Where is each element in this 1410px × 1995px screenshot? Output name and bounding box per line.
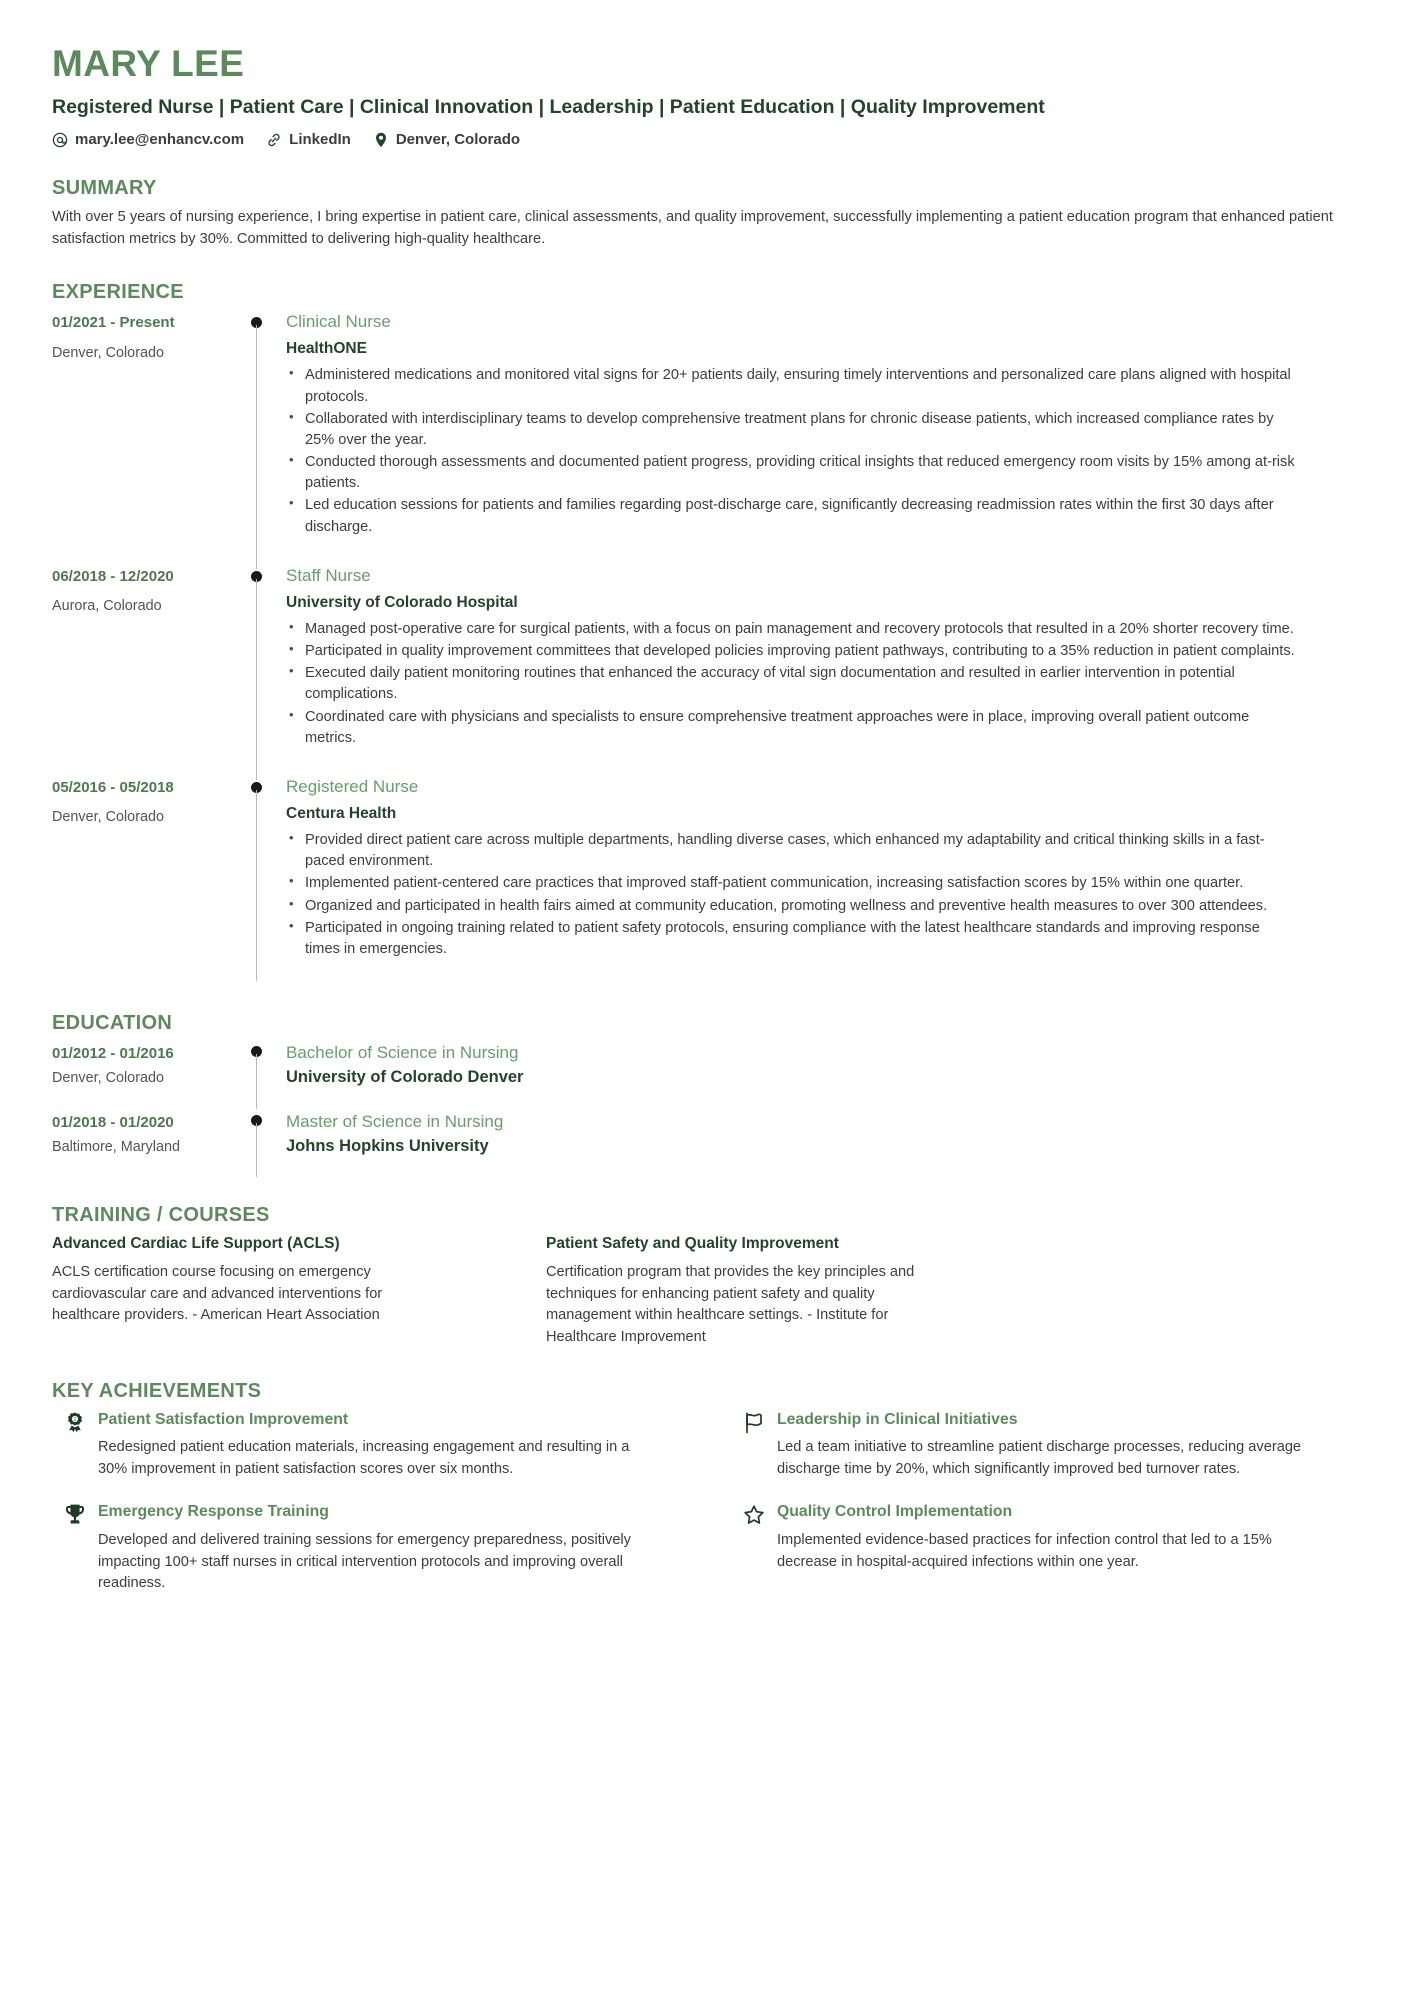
experience-entry-organization: Centura Health <box>286 805 397 822</box>
training-item-name: Advanced Cardiac Life Support (ACLS) <box>52 1235 340 1253</box>
experience-entry-location: Denver, Colorado <box>52 344 164 361</box>
training-item <box>52 1234 492 1349</box>
education-entry-body <box>286 1042 1358 1111</box>
education-section-title: EDUCATION <box>52 1012 173 1035</box>
achievement-body <box>98 1410 679 1481</box>
svg-text:1: 1 <box>73 1416 77 1423</box>
contact-row <box>52 131 1358 148</box>
achievement-body <box>777 1502 1358 1594</box>
list-item: • Executed daily patient monitoring routines that enhanced the accuracy of vital sign documentation and resulted in earlier intervention in potential complications. <box>286 663 1296 705</box>
training-section-title: TRAINING / COURSES <box>52 1204 270 1227</box>
achievement-item <box>52 1410 679 1481</box>
timeline-rail <box>240 565 286 776</box>
award-medal-icon <box>52 1410 98 1481</box>
experience-entry-meta <box>52 776 240 987</box>
achievement-body <box>777 1410 1358 1481</box>
star-icon <box>731 1502 777 1594</box>
training-section <box>52 1203 1358 1349</box>
experience-entry-date: 01/2021 - Present <box>52 314 175 332</box>
education-entry-location: Baltimore, Maryland <box>52 1138 180 1155</box>
training-item-description: Certification program that provides the key principles and techniques for enhancing patient safety and quality management within healthcare settings. - Institute for Healthcare Improvement <box>546 1264 915 1346</box>
summary-section-title: SUMMARY <box>52 177 157 200</box>
education-entry-school: University of Colorado Denver <box>286 1068 524 1087</box>
list-item: • Provided direct patient care across multiple departments, handling diverse cases, which enhanced my adaptability and critical thinking skills in a fast-paced environment. <box>286 830 1296 872</box>
experience-entry-role: Staff Nurse <box>286 565 371 585</box>
education-entry-school: Johns Hopkins University <box>286 1136 489 1155</box>
education-entry-date: 01/2018 - 01/2020 <box>52 1113 174 1131</box>
education-entry-meta <box>52 1042 240 1111</box>
experience-entry-meta <box>52 311 240 564</box>
achievements-section-title: KEY ACHIEVEMENTS <box>52 1379 262 1402</box>
timeline-line <box>256 325 257 568</box>
list-item: • Organized and participated in health fairs aimed at community education, promoting wellness and preventive health measures to over 300 attendees. <box>286 896 1296 917</box>
timeline-rail <box>240 311 286 564</box>
list-item: • Participated in quality improvement committees that developed policies improving patient pathways, contributing to a 35% reduction in patient complaints. <box>286 641 1296 662</box>
experience-entry-role: Registered Nurse <box>286 776 419 796</box>
achievement-title: Quality Control Implementation <box>777 1503 1013 1521</box>
contact-linkedin-label: LinkedIn <box>289 131 351 149</box>
training-item-name: Patient Safety and Quality Improvement <box>546 1235 839 1253</box>
experience-section <box>52 280 1358 987</box>
education-entry-date: 01/2012 - 01/2016 <box>52 1045 174 1063</box>
flag-icon <box>731 1410 777 1481</box>
education-entry-degree: Master of Science in Nursing <box>286 1111 504 1131</box>
achievement-body <box>98 1502 679 1594</box>
achievement-item <box>52 1502 679 1594</box>
experience-entry <box>52 776 1358 987</box>
contact-location <box>373 131 520 148</box>
experience-entry <box>52 565 1358 776</box>
link-icon <box>266 132 282 148</box>
experience-entry-date: 06/2018 - 12/2020 <box>52 567 174 585</box>
timeline-line <box>256 579 257 780</box>
achievement-item <box>731 1410 1358 1481</box>
summary-section <box>52 176 1358 250</box>
education-entry-degree: Bachelor of Science in Nursing <box>286 1043 519 1063</box>
experience-entry-organization: University of Colorado Hospital <box>286 593 518 611</box>
experience-entry-bullets <box>286 619 1358 749</box>
training-grid <box>52 1234 1358 1349</box>
achievement-description: Redesigned patient education materials, increasing engagement and resulting in a 30% improvement in patient satisfaction scores over six months. <box>98 1439 630 1477</box>
timeline-line <box>256 1123 257 1178</box>
achievements-grid <box>52 1410 1358 1595</box>
contact-email[interactable] <box>52 131 244 148</box>
experience-entry-bullets <box>286 830 1358 960</box>
achievement-title: Emergency Response Training <box>98 1503 329 1521</box>
training-item-description: ACLS certification course focusing on emergency cardiovascular care and advanced interventions for healthcare providers. - American Heart Association <box>52 1264 383 1324</box>
experience-entry-location: Denver, Colorado <box>52 809 164 826</box>
contact-linkedin[interactable] <box>266 131 351 148</box>
page-title: MARY LEE <box>52 43 245 84</box>
professional-headline: Registered Nurse | Patient Care | Clinical Innovation | Leadership | Patient Education | Quality Improvement <box>52 95 1045 118</box>
timeline-rail <box>240 1042 286 1111</box>
experience-entry <box>52 311 1358 564</box>
list-item: • Managed post-operative care for surgical patients, with a focus on pain management and recovery protocols that resulted in a 20% shorter recovery time. <box>286 619 1296 640</box>
experience-entry-body <box>286 565 1358 776</box>
trophy-icon <box>52 1502 98 1594</box>
list-item: • Administered medications and monitored vital signs for 20+ patients daily, ensuring timely interventions and personalized care plans aligned with hospital protocols. <box>286 365 1296 407</box>
experience-entry-role: Clinical Nurse <box>286 312 391 332</box>
education-entry <box>52 1042 1358 1111</box>
list-item: • Implemented patient-centered care practices that improved staff-patient communication, increasing satisfaction scores by 15% within one quarter. <box>286 873 1296 894</box>
contact-email-label: mary.lee@enhancv.com <box>75 131 245 149</box>
timeline-line <box>256 790 257 981</box>
training-item <box>546 1234 1358 1349</box>
timeline-rail <box>240 1111 286 1180</box>
experience-entry-body <box>286 776 1358 987</box>
experience-entry-location: Aurora, Colorado <box>52 597 162 614</box>
experience-entry-bullets <box>286 365 1358 537</box>
experience-entry-date: 05/2016 - 05/2018 <box>52 778 174 796</box>
timeline-rail <box>240 776 286 987</box>
list-item: • Participated in ongoing training related to patient safety protocols, ensuring compliance with the latest healthcare standards and improving response times in emergencies. <box>286 918 1296 960</box>
timeline-line <box>256 1054 257 1109</box>
experience-section-title: EXPERIENCE <box>52 281 184 304</box>
list-item: • Conducted thorough assessments and documented patient progress, providing critical insights that reduced emergency room visits by 15% among at-risk patients. <box>286 452 1296 494</box>
achievement-description: Led a team initiative to streamline patient discharge processes, reducing average discharge time by 20%, which significantly improved bed turnover rates. <box>777 1439 1302 1477</box>
list-item: • Collaborated with interdisciplinary teams to develop comprehensive treatment plans for chronic disease patients, which increased compliance rates by 25% over the year. <box>286 409 1296 451</box>
spacer <box>52 989 1358 1011</box>
education-section <box>52 1011 1358 1179</box>
achievement-description: Implemented evidence-based practices for infection control that led to a 15% decrease in hospital-acquired infections within one year. <box>777 1531 1272 1570</box>
experience-entry-organization: HealthONE <box>286 340 367 358</box>
achievement-title: Patient Satisfaction Improvement <box>98 1410 349 1428</box>
education-entry-location: Denver, Colorado <box>52 1070 164 1087</box>
spacer <box>52 1181 1358 1203</box>
location-pin-icon <box>373 132 389 148</box>
resume-header <box>52 44 1358 148</box>
list-item: • Led education sessions for patients and families regarding post-discharge care, significantly decreasing readmission rates within the first 30 days after discharge. <box>286 495 1296 537</box>
achievement-title: Leadership in Clinical Initiatives <box>777 1410 1018 1428</box>
achievement-description: Developed and delivered training sessions for emergency preparedness, positively impacting 100+ staff nurses in critical intervention protocols and improving overall readiness. <box>98 1531 631 1592</box>
contact-location-label: Denver, Colorado <box>395 131 521 149</box>
achievement-item <box>731 1502 1358 1594</box>
education-entry <box>52 1111 1358 1180</box>
achievements-section <box>52 1379 1358 1595</box>
summary-text: With over 5 years of nursing experience, I bring expertise in patient care, clinical assessments, and quality improvement, successfully implementing a patient education program that enhanced patient satisfaction metrics by 30%. Committed to delivering high-quality healthcare. <box>52 209 1333 247</box>
at-sign-icon <box>52 132 68 148</box>
experience-entry-body <box>286 311 1358 564</box>
list-item: • Coordinated care with physicians and specialists to ensure comprehensive treatment approaches were in place, improving overall patient outcome metrics. <box>286 707 1296 749</box>
education-entry-body <box>286 1111 1358 1180</box>
experience-entry-meta <box>52 565 240 776</box>
education-entry-meta <box>52 1111 240 1180</box>
